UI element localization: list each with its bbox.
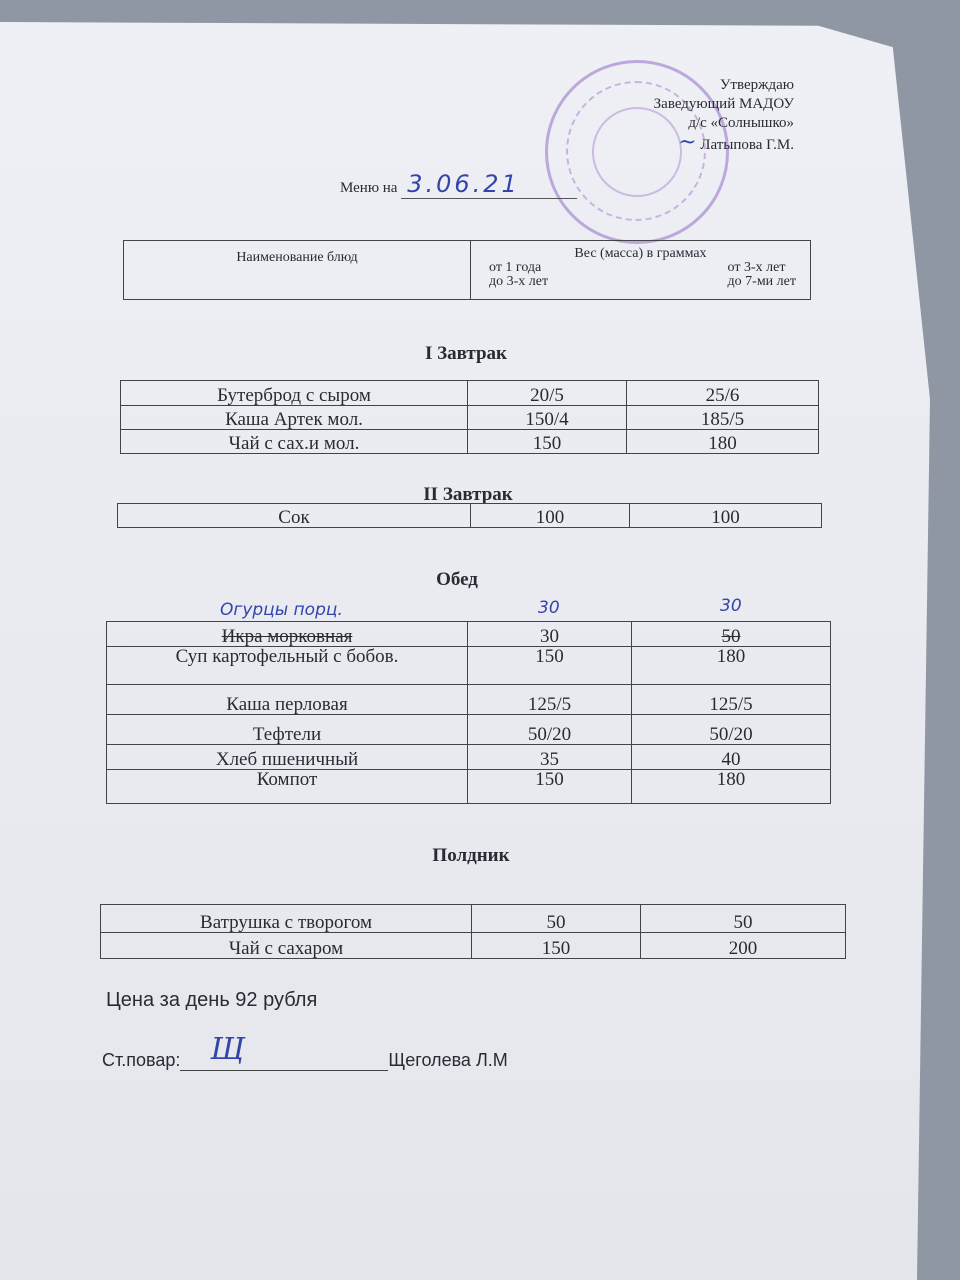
- approval-block: [654, 76, 794, 155]
- header-table: [123, 240, 811, 300]
- table-row: Чай с сахаром 150 200: [101, 933, 846, 959]
- cook-name: Щеголева Л.М: [388, 1050, 508, 1070]
- header-age-2: от 3-х лет до 7-ми лет: [727, 260, 796, 289]
- table-breakfast2: [117, 503, 822, 528]
- section-title-snack: Полдник: [432, 845, 510, 866]
- table-row: Икра морковная 30 50: [107, 622, 831, 647]
- daily-price: Цена за день 92 рубля: [106, 989, 318, 1011]
- cook-signature: Щ: [210, 1032, 245, 1067]
- section-title-breakfast2: II Завтрак: [423, 484, 513, 505]
- table-row: Бутерброд с сыром 20/5 25/6: [121, 381, 819, 406]
- header-age-1: от 1 года до 3-х лет: [489, 260, 549, 289]
- correction-value-a: 30: [538, 598, 560, 618]
- table-row: Чай с сах.и мол. 150 180: [121, 430, 819, 454]
- table-row: Хлеб пшеничный 35 40: [107, 745, 831, 770]
- cook-label: Ст.повар:: [102, 1050, 181, 1070]
- table-row: Каша перловая 125/5 125/5: [107, 685, 831, 715]
- menu-date-line: [340, 170, 577, 199]
- table-row: Тефтели 50/20 50/20: [107, 715, 831, 745]
- cook-signature-blank: [180, 1032, 388, 1071]
- cook-signature-line: [102, 1032, 508, 1071]
- director-signature: ~: [678, 130, 697, 155]
- table-row: Каша Артек мол. 150/4 185/5: [121, 406, 819, 430]
- approval-line-1: Утверждаю: [719, 77, 794, 93]
- table-row: Компот 150 180: [107, 770, 831, 804]
- table-lunch: [106, 621, 831, 804]
- table-row: Ватрушка с творогом 50 50: [101, 905, 846, 933]
- approval-line-2: Заведующий МАДОУ: [653, 96, 794, 112]
- table-snack: [100, 904, 846, 959]
- header-weight-title: Вес (масса) в граммах: [574, 246, 707, 261]
- header-weight-cell: [471, 241, 811, 300]
- section-title-lunch: Обед: [436, 569, 478, 590]
- correction-value-b: 30: [720, 596, 742, 616]
- header-name-cell: Наименование блюд: [124, 241, 471, 300]
- table-breakfast1: [120, 380, 819, 454]
- approval-line-3: д/с «Солнышко»: [688, 115, 794, 131]
- menu-label: Меню на: [340, 180, 398, 196]
- menu-date-handwritten: 3.06.21: [401, 170, 577, 199]
- correction-name: Огурцы порц.: [220, 600, 343, 620]
- approval-line-4: ~ Латыпова Г.М.: [678, 130, 794, 155]
- table-row: Сок 100 100: [118, 504, 822, 528]
- table-row: Суп картофельный с бобов. 150 180: [107, 647, 831, 685]
- section-title-breakfast1: I Завтрак: [424, 343, 508, 364]
